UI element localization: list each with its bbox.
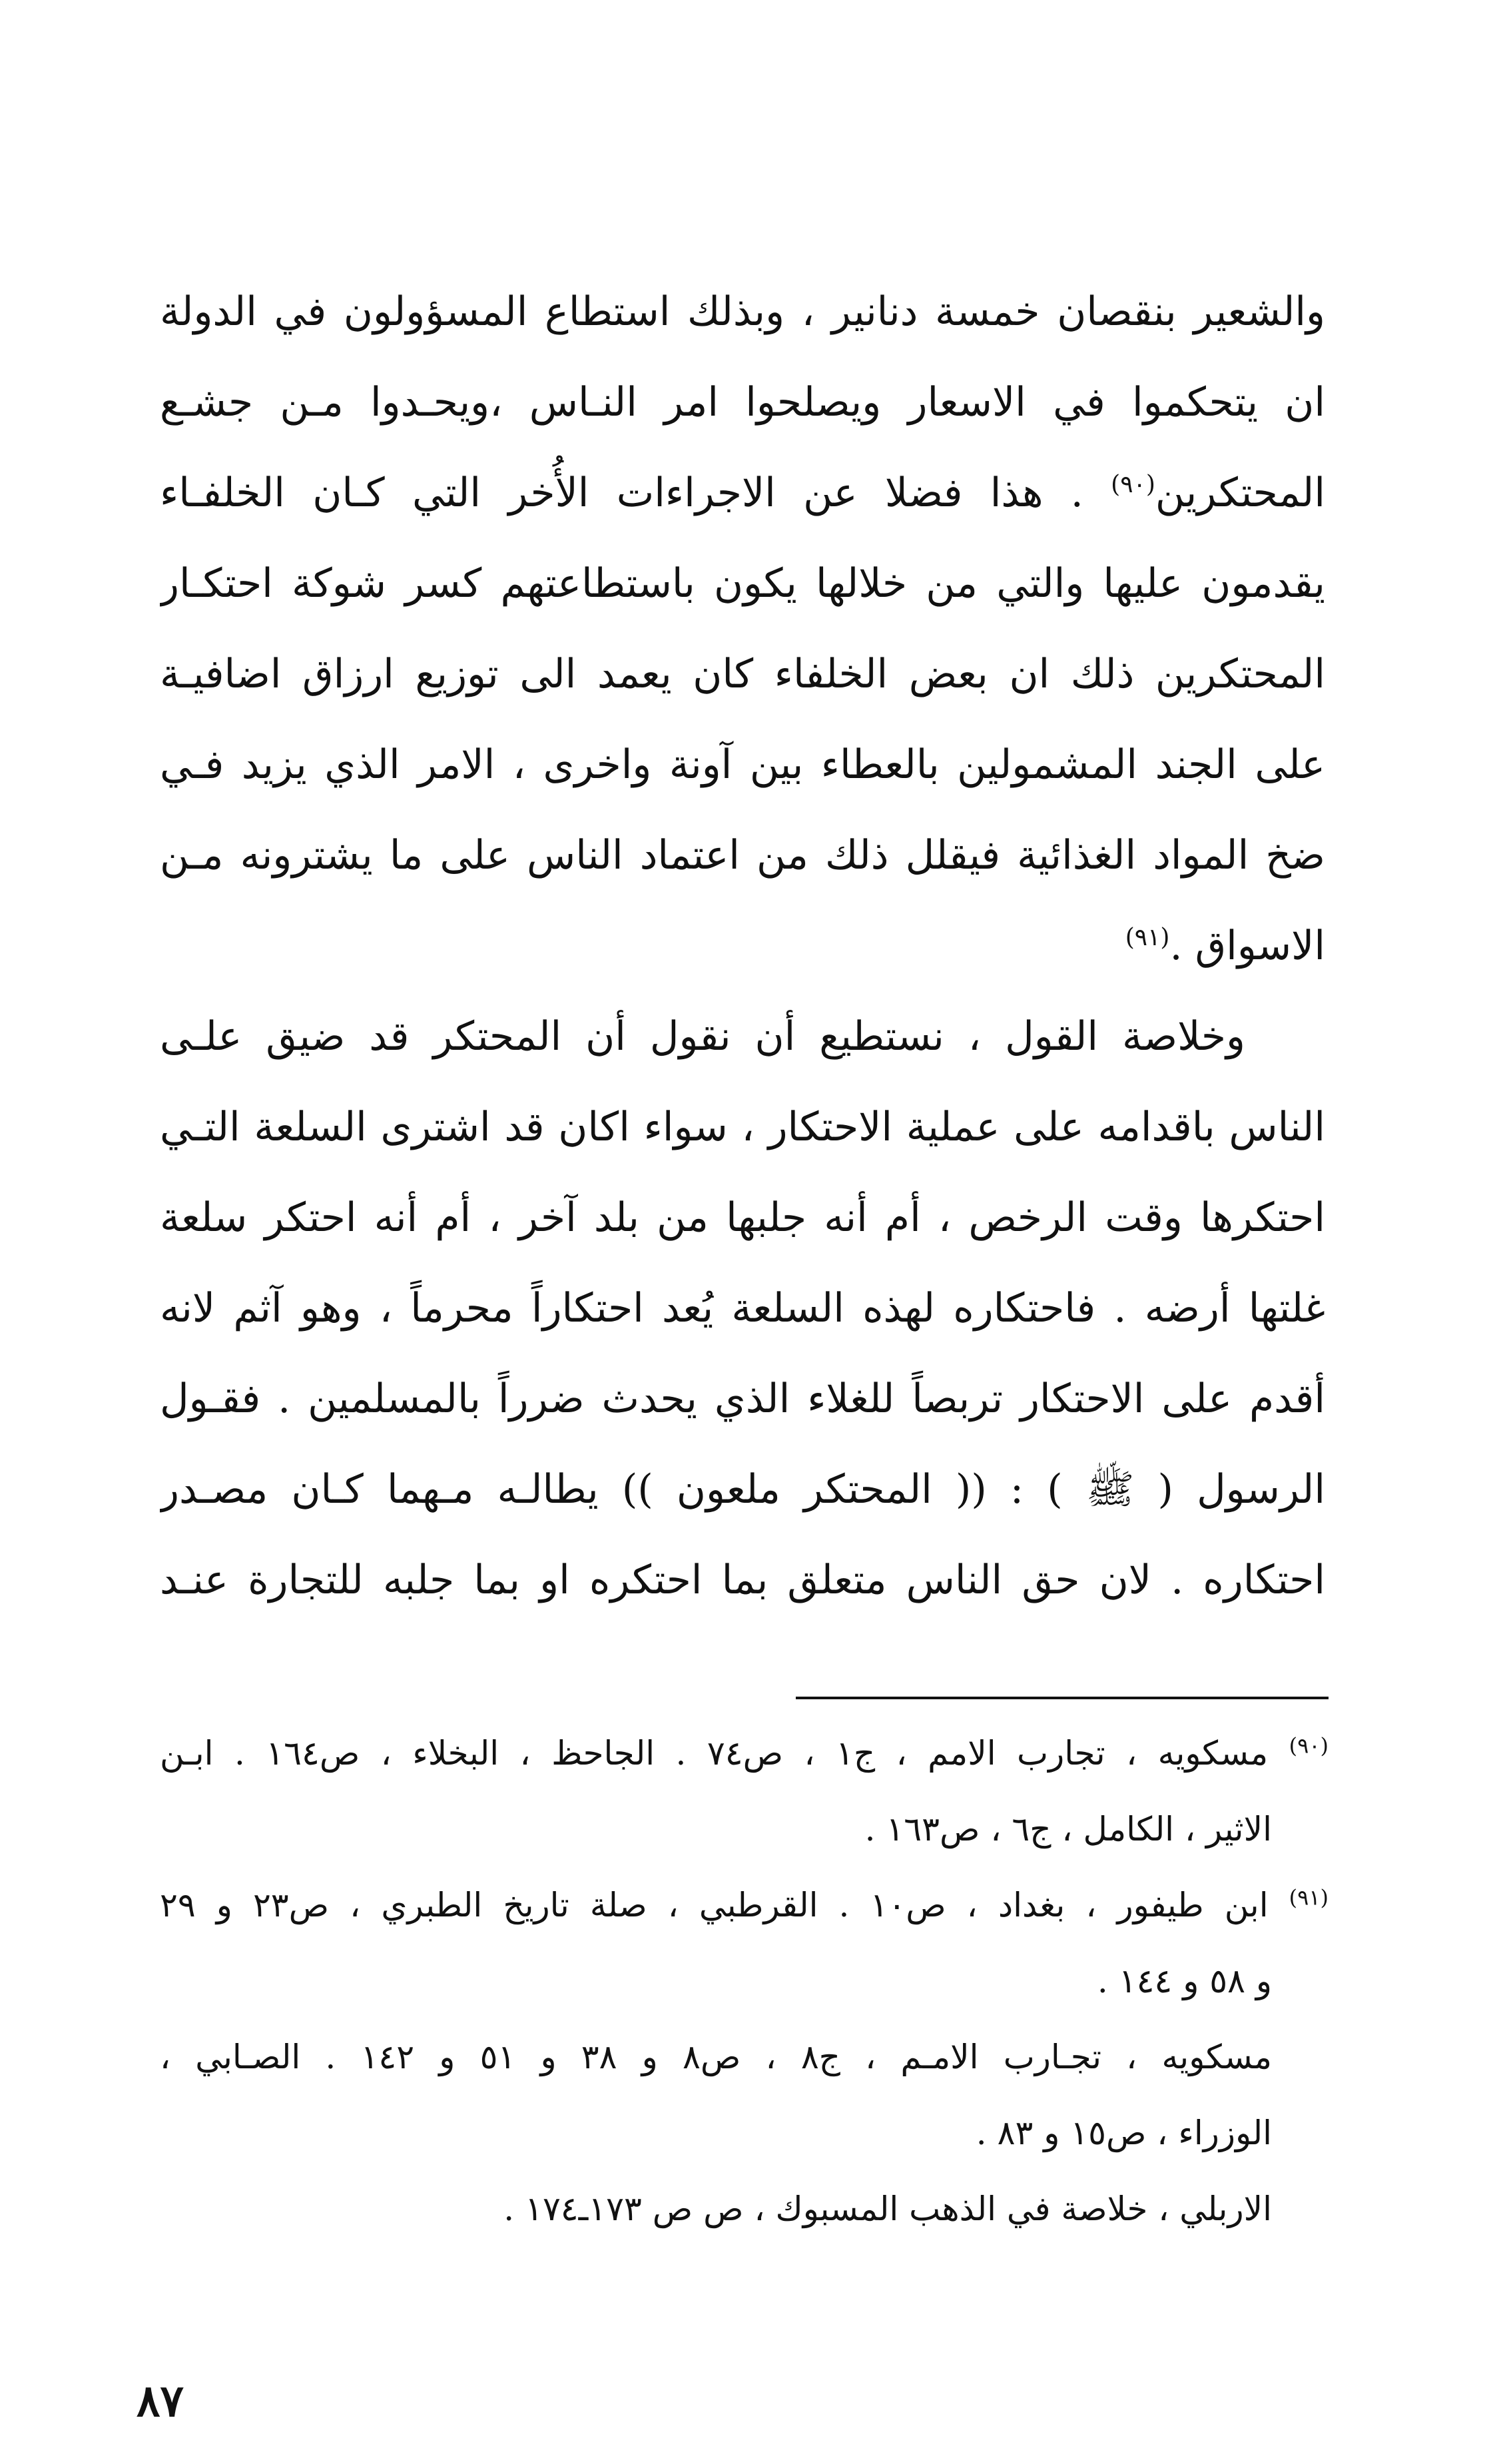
body-line-3-end: . هذا فضلا عن الاجراءات الأُخر التي كـان الخلفـاء — [160, 470, 1083, 516]
body-line-3-start: المحتكرين — [1155, 470, 1325, 516]
body-line-6: على الجند المشمولين بالعطاء بين آونة واخرى ، الامر الذي يزيد فـي — [160, 741, 1325, 788]
main-body-text — [160, 266, 1325, 1625]
footnote-91-line-3: مسكويه ، تجـارب الامـم ، ج٨ ، ص٨ و ٣٨ و ٥١ و ١٤٢ . الصـابي ، — [160, 2038, 1273, 2076]
footnote-90-line-1 — [160, 1715, 1329, 1791]
body-line-5: المحتكرين ذلك ان بعض الخلفاء كان يعمد الى توزيع ارزاق اضافيـة — [160, 651, 1325, 697]
footnote-90-mark: (٩٠) — [1289, 1733, 1329, 1759]
footnote-separator — [796, 1697, 1329, 1699]
body-line-2: ان يتحكموا في الاسعار ويصلحوا امر النـاس ،ويحـدوا مـن جشـع — [160, 379, 1325, 426]
body-line-14: الرسول ( ﷺ ) : (( المحتكر ملعون )) يطالـه مـهما كـان مصـدر — [160, 1466, 1325, 1513]
body-line-8-text: الاسواق . — [1169, 923, 1325, 969]
body-line-10: الناس باقدامه على عملية الاحتكار ، سواء اكان قد اشترى السلعة التـي — [160, 1104, 1325, 1150]
footnote-91-line-2: و ٥٨ و ١٤٤ . — [1097, 1962, 1272, 2000]
body-line-8 — [160, 901, 1325, 991]
body-line-4: يقدمون عليها والتي من خلالها يكون باستطاعتهم كسر شوكة احتكـار — [160, 560, 1325, 607]
body-line-7: ضخ المواد الغذائية فيقلل ذلك من اعتماد الناس على ما يشترونه مـن — [160, 832, 1325, 879]
body-line-13: أقدم على الاحتكار تربصاً للغلاء الذي يحدث ضرراً بالمسلمين . فقـول — [160, 1376, 1325, 1422]
footnote-90-text-1: مسكويه ، تجارب الامم ، ج١ ، ص٧٤ . الجاحظ ، البخلاء ، ص١٦٤ . ابـن — [160, 1734, 1269, 1773]
body-line-15: احتكاره . لان حق الناس متعلق بما احتكره او بما جلبه للتجارة عنـد — [160, 1557, 1325, 1603]
body-line-1: والشعير بنقصان خمسة دنانير ، وبذلك استطاع المسؤولون في الدولة — [160, 288, 1325, 335]
body-line-3 — [160, 448, 1325, 538]
footnote-ref-91: (٩١) — [1125, 924, 1170, 951]
footnotes — [160, 1715, 1329, 2247]
body-line-12: غلتها أرضه . فاحتكاره لهذه السلعة يُعد احتكاراً محرماً ، وهو آثم لانه — [160, 1285, 1325, 1332]
footnote-91-line-5: الاربلي ، خلاصة في الذهب المسبوك ، ص ص ١٧٣ـ١٧٤ . — [503, 2190, 1272, 2228]
footnote-91-text-1: ابن طيفور ، بغداد ، ص١٠ . القرطبي ، صلة تاريخ الطبري ، ص٢٣ و ٢٩ — [160, 1886, 1269, 1924]
body-line-11: احتكرها وقت الرخص ، أم أنه جلبها من بلد آخر ، أم أنه احتكر سلعة — [160, 1194, 1325, 1241]
footnote-91-line-4: الوزراء ، ص١٥ و ٨٣ . — [976, 2114, 1272, 2152]
footnote-91-mark: (٩١) — [1289, 1884, 1329, 1910]
footnote-91-line-1 — [160, 1867, 1329, 1943]
footnote-ref-90: (٩٠) — [1111, 471, 1155, 498]
page-number: ٨٧ — [137, 2375, 184, 2427]
footnote-90-line-2: الاثير ، الكامل ، ج٦ ، ص١٦٣ . — [864, 1810, 1272, 1848]
body-line-9: وخلاصة القول ، نستطيع أن نقول أن المحتكر قد ضيق علـى — [160, 1013, 1245, 1060]
